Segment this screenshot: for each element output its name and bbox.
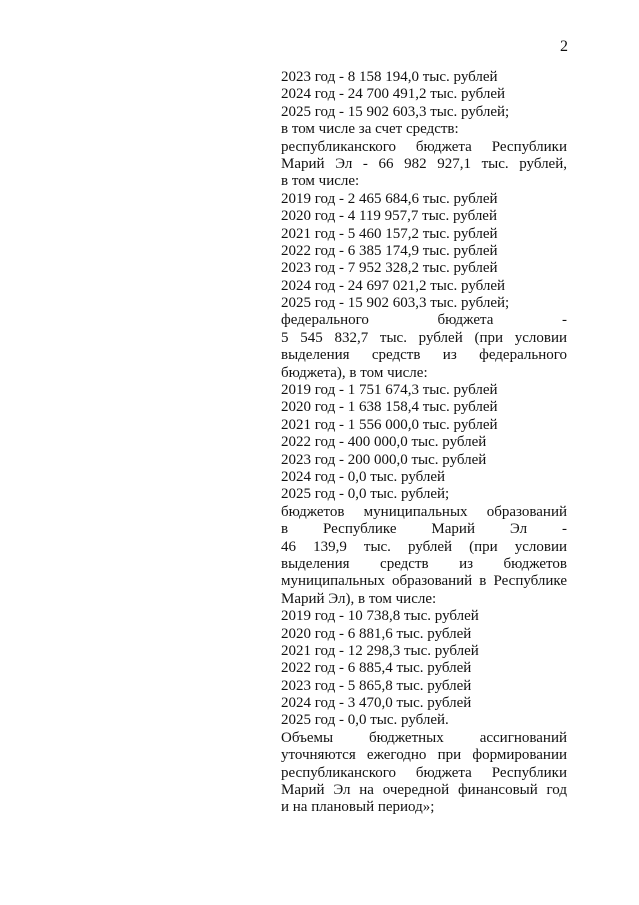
- text-line: 2024 год - 24 700 491,2 тыс. рублей: [281, 86, 506, 103]
- text-line: в том числе за счет средств:: [281, 121, 459, 138]
- text-line: 2019 год - 1 751 674,3 тыс. рублей: [281, 382, 498, 399]
- text-line: выделения средств из федерального: [281, 347, 567, 364]
- text-line: 2020 год - 1 638 158,4 тыс. рублей: [281, 399, 498, 416]
- text-line: республиканского бюджета Республики: [281, 764, 567, 781]
- text-line: 2024 год - 3 470,0 тыс. рублей: [281, 695, 472, 712]
- text-line: 46 139,9 тыс. рублей (при условии: [281, 538, 567, 555]
- text-line: 2023 год - 200 000,0 тыс. рублей: [281, 451, 487, 468]
- text-line: и на плановый период»;: [281, 799, 435, 816]
- funding-text-block: [281, 69, 567, 817]
- text-line: 2022 год - 6 385 174,9 тыс. рублей: [281, 242, 498, 259]
- text-line: 2023 год - 8 158 194,0 тыс. рублей: [281, 69, 498, 85]
- text-line: муниципальных образований в Республике: [281, 573, 567, 590]
- text-line: в Республике Марий Эл -: [281, 521, 567, 538]
- text-line: выделения средств из бюджетов: [281, 555, 567, 572]
- text-line: Объемы бюджетных ассигнований: [281, 729, 567, 746]
- text-line: 2021 год - 5 460 157,2 тыс. рублей: [281, 225, 498, 242]
- text-line: 2019 год - 10 738,8 тыс. рублей: [281, 608, 479, 625]
- text-line: в том числе:: [281, 173, 360, 190]
- text-line: Марий Эл), в том числе:: [281, 590, 437, 607]
- text-line: 2024 год - 0,0 тыс. рублей: [281, 468, 446, 485]
- text-line: федерального бюджета -: [281, 312, 567, 329]
- text-line: 2021 год - 1 556 000,0 тыс. рублей: [281, 416, 498, 433]
- text-line: Марий Эл - 66 982 927,1 тыс. рублей,: [281, 155, 567, 172]
- text-line: 2025 год - 0,0 тыс. рублей.: [281, 712, 449, 729]
- text-line: 2019 год - 2 465 684,6 тыс. рублей: [281, 190, 498, 207]
- text-line: 2023 год - 5 865,8 тыс. рублей: [281, 677, 472, 694]
- page-number: 2: [560, 38, 568, 55]
- text-line: 2024 год - 24 697 021,2 тыс. рублей: [281, 277, 506, 294]
- text-line: 2025 год - 15 902 603,3 тыс. рублей;: [281, 103, 510, 120]
- text-line: бюджета), в том числе:: [281, 364, 428, 381]
- text-line: Марий Эл на очередной финансовый год: [281, 782, 567, 799]
- text-line: республиканского бюджета Республики: [281, 138, 567, 155]
- text-line: 2025 год - 15 902 603,3 тыс. рублей;: [281, 295, 510, 312]
- text-line: 2022 год - 400 000,0 тыс. рублей: [281, 434, 487, 451]
- text-line: 2021 год - 12 298,3 тыс. рублей: [281, 642, 479, 659]
- text-line: бюджетов муниципальных образований: [281, 503, 567, 520]
- text-line: 2020 год - 6 881,6 тыс. рублей: [281, 625, 472, 642]
- text-line: 2023 год - 7 952 328,2 тыс. рублей: [281, 260, 498, 277]
- text-line: уточняются ежегодно при формировании: [281, 747, 567, 764]
- text-line: 2025 год - 0,0 тыс. рублей;: [281, 486, 450, 503]
- text-line: 2022 год - 6 885,4 тыс. рублей: [281, 660, 472, 677]
- text-line: 5 545 832,7 тыс. рублей (при условии: [281, 329, 567, 346]
- text-line: 2020 год - 4 119 957,7 тыс. рублей: [281, 208, 497, 225]
